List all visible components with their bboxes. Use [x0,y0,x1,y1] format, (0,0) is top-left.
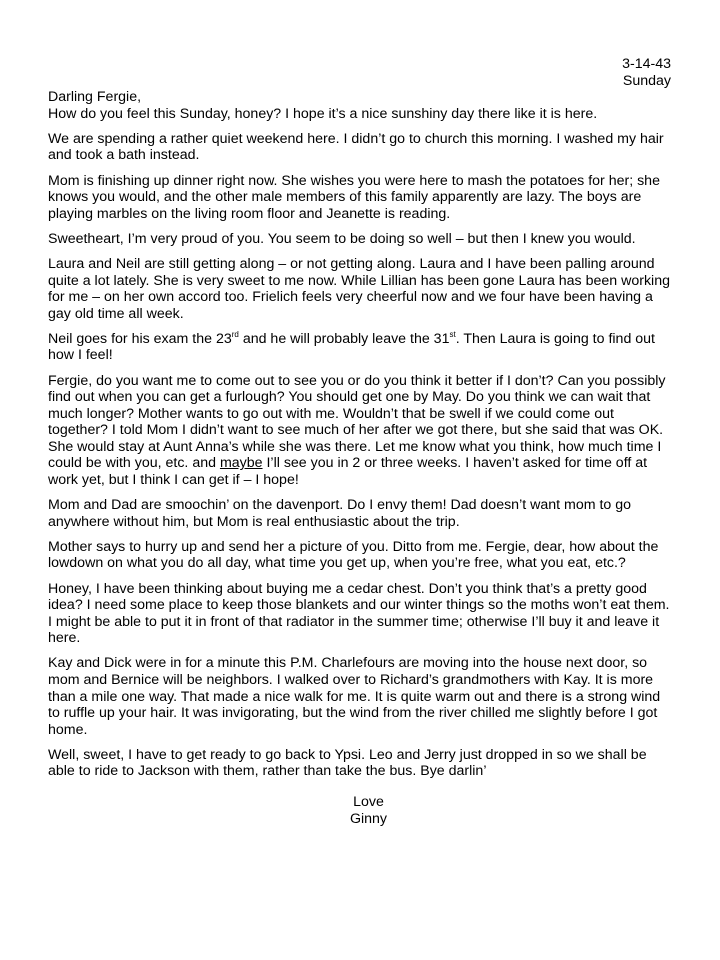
paragraph-8: Mom and Dad are smoochin’ on the davenport. Do I envy them! Dad doesn’t want mom to go anywhere without him, but Mom is real enthusiastic about the trip. [48,497,632,530]
paragraph-6-part-b: and he will probably leave the 31 [238,330,450,347]
paragraph-1: How do you feel this Sunday, honey? I hope it’s a nice sunshiny day there like it is here. [48,105,598,122]
letter-date: 3-14-43 [622,56,671,72]
paragraph-2: We are spending a rather quiet weekend here. I didn’t go to church this morning. I washed my hair and took a bath instead. [48,130,664,164]
paragraph-6-part-c: . Then Laura is going to find out how I feel! [48,330,655,364]
paragraph-3: Mom is finishing up dinner right now. She wishes you were here to mash the potatoes for her; she knows you would, and the other male members of this family apparently are lazy. The boys are playing marbles on the living room floor and Jeanette is reading. [48,172,660,222]
paragraph-6-part-a: Neil goes for his exam the 23 [48,330,232,347]
paragraph-11: Kay and Dick were in for a minute this P.M. Charlefours are moving into the house next door, so mom and Bernice will be neighbors. I walked over to Richard’s grandmothers with Kay. It is more than a mile one way. That made a nice walk for me. It is quite warm out and there is a strong wind to ruffle up your hair. It was invigorating, but the wind from the river chilled me slightly before I got home. [48,655,661,738]
paragraph-12: Well, sweet, I have to get ready to go back to Ypsi. Leo and Jerry just dropped in so we shall be able to ride to Jackson with them, rather than take the bus. Bye darlin’ [48,746,647,780]
paragraph-10: Honey, I have been thinking about buying me a cedar chest. Don’t you think that’s a pretty good idea? I need some place to keep those blankets and our winter things so the moths won’t eat them. I might be able to put it in front of that radiator in the summer time; otherwise I’ll buy it and leave it here. [48,580,670,647]
closing-block [48,794,673,828]
letter-page [48,56,673,828]
paragraph-7-after: I’ll see you in 2 or three weeks. I haven’t asked for time off at work yet, but I think I can get if – I hope! [48,455,648,489]
ordinal-suffix-st: st [449,329,456,339]
closing-word: Love [353,794,384,811]
paragraph-5: Laura and Neil are still getting along – or not getting along. Laura and I have been palling around quite a lot lately. She is very sweet to me now. While Lillian has been gone Laura has been working for me – on her own accord too. Frielich feels very cheerful now and we four have been having a gay old time all week. [48,255,670,322]
paragraph-9: Mother says to hurry up and send her a picture of you. Ditto from me. Fergie, dear, how about the lowdown on what you do all day, what time you get up, when you’re free, what you eat, etc.? [48,538,659,572]
paragraph-7 [48,373,673,489]
signature-name: Ginny [349,811,388,828]
letter-date-block [48,56,671,89]
underlined-word: maybe [219,455,263,472]
paragraph-7-before: Fergie, do you want me to come out to see you or do you think it better if I don’t? Can you possibly find out when you can get a furlough? You should get one by May. Do you think we can wait that much longer? Mother wants to go out with me. Wouldn’t that be swell if we could come out together? I told Mom I didn’t want to see much of her after we got there, but she said that was OK. She would stay at Aunt Anna’s while she was there. Let me know what you think, how much time I could be with you, etc. and [48,372,666,472]
salutation: Darling Fergie, [48,89,142,106]
ordinal-suffix-rd: rd [231,329,239,339]
paragraph-4: Sweetheart, I’m very proud of you. You seem to be doing so well – but then I knew you would. [48,230,636,247]
letter-day: Sunday [622,72,671,89]
paragraph-6 [48,331,673,364]
